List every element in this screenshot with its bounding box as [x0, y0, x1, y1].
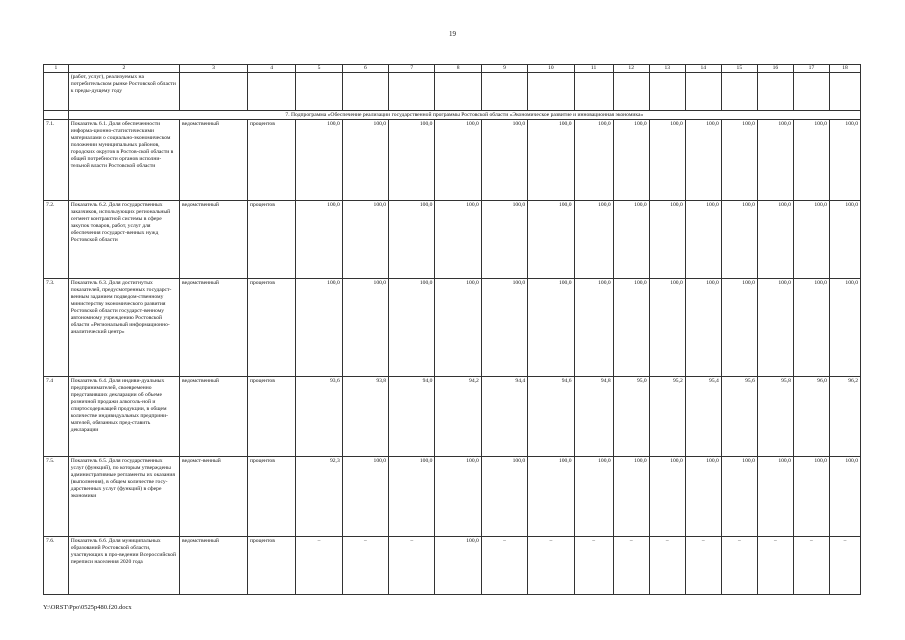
empty-cell [179, 73, 247, 111]
value-cell: 100,0 [757, 201, 793, 279]
value-cell: 100,0 [435, 279, 481, 377]
indicator-name: Показатель 6.2. Доля государственных заказчиков, использующих региональный сегмент контрактной системы в сфере закупок товаров, работ, услуг для обеспечения государст-венных нужд Ростовской области [68, 201, 179, 279]
row-number: 7.5. [44, 457, 69, 537]
value-cell: 93,6 [296, 377, 342, 457]
continuation-row [44, 73, 861, 111]
value-cell: 100,0 [829, 201, 860, 279]
empty-cell [649, 73, 685, 111]
indicator-name: Показатель 6.3. Доля достигнутых показателей, предусмотренных государст-венным заданием подведом-ственному министерству экономического развития Ростовской области государст-венному автономному учреждению Ростовской области «Региональный информационно-аналитический центр» [68, 279, 179, 377]
indicator-unit: процентов [247, 377, 295, 457]
value-cell: 100,0 [793, 457, 829, 537]
value-cell: 100,0 [613, 279, 649, 377]
page-number: 19 [449, 30, 456, 38]
value-cell: – [342, 537, 388, 595]
value-cell: 100,0 [574, 201, 613, 279]
table-row [44, 120, 861, 201]
column-number-cell: 10 [528, 65, 574, 73]
value-cell: 100,0 [342, 120, 388, 201]
value-cell: 100,0 [757, 457, 793, 537]
empty-cell [574, 73, 613, 111]
column-number-cell: 6 [342, 65, 388, 73]
row-number: 7.4 [44, 377, 69, 457]
value-cell: 100,0 [685, 201, 721, 279]
value-cell: 100,0 [793, 120, 829, 201]
table-row [44, 537, 861, 595]
value-cell: 93,8 [342, 377, 388, 457]
value-cell: 100,0 [721, 201, 757, 279]
value-cell: 100,0 [528, 279, 574, 377]
value-cell: 100,0 [721, 120, 757, 201]
value-cell: 100,0 [435, 537, 481, 595]
value-cell: 95,0 [613, 377, 649, 457]
column-number-cell: 2 [68, 65, 179, 73]
value-cell: 100,0 [435, 120, 481, 201]
value-cell: 100,0 [481, 457, 527, 537]
value-cell: – [389, 537, 435, 595]
column-number-cell: 8 [435, 65, 481, 73]
file-path-footer: Y:\ORST\Ppo\0525p480.f20.docx [43, 604, 132, 611]
column-number-cell: 1 [44, 65, 69, 73]
value-cell: 100,0 [685, 279, 721, 377]
column-number-cell: 18 [829, 65, 860, 73]
value-cell: – [613, 537, 649, 595]
value-cell: 100,0 [721, 279, 757, 377]
table-row [44, 457, 861, 537]
value-cell: 100,0 [389, 279, 435, 377]
value-cell: 95,8 [757, 377, 793, 457]
indicator-type: ведомственный [179, 279, 247, 377]
column-number-cell: 14 [685, 65, 721, 73]
value-cell: 100,0 [685, 457, 721, 537]
indicator-name: Показатель 6.4. Доля индиви-дуальных предпринимателей, своевременно представивших декларации об объеме розничной продажи алкоголь-ной и спиртосодержащей продукции, в общем количестве индивидуальных предприни-мателей, обязанных пред-ставить декларации [68, 377, 179, 457]
value-cell: 100,0 [574, 457, 613, 537]
value-cell: 100,0 [435, 201, 481, 279]
value-cell: – [574, 537, 613, 595]
indicator-unit: процентов [247, 457, 295, 537]
row-number: 7.1. [44, 120, 69, 201]
column-number-cell: 16 [757, 65, 793, 73]
row-number: 7.2. [44, 201, 69, 279]
value-cell: 100,0 [389, 201, 435, 279]
value-cell: 100,0 [685, 120, 721, 201]
row-number: 7.3. [44, 279, 69, 377]
value-cell: – [528, 537, 574, 595]
value-cell: 100,0 [574, 279, 613, 377]
empty-cell [481, 73, 527, 111]
empty-cell [296, 73, 342, 111]
indicator-name: Показатель 6.1. Доля обеспеченности информа-ционно-статистическими материалами о социально-экономическом положении муниципальных районов, городских округов в Ростов-ской области в общей потребности органов исполни-тельной власти Ростовской области [68, 120, 179, 201]
empty-cell [757, 73, 793, 111]
empty-cell [342, 73, 388, 111]
value-cell: 100,0 [528, 120, 574, 201]
value-cell: – [296, 537, 342, 595]
value-cell: 95,4 [685, 377, 721, 457]
value-cell: 100,0 [342, 279, 388, 377]
column-number-cell: 7 [389, 65, 435, 73]
value-cell: 100,0 [757, 279, 793, 377]
row-number: 7.6. [44, 537, 69, 595]
indicator-type: ведомственный [179, 537, 247, 595]
subprogram-title: 7. Подпрограмма «Обеспечение реализации государственной программы Ростовской области «Экономическое развитие и инновационная экономика» [68, 111, 860, 120]
value-cell: 100,0 [793, 279, 829, 377]
value-cell: – [721, 537, 757, 595]
indicator-type: ведомственный [179, 201, 247, 279]
value-cell: 94,0 [389, 377, 435, 457]
value-cell: 100,0 [793, 201, 829, 279]
empty-cell [793, 73, 829, 111]
value-cell: – [829, 537, 860, 595]
empty-cell [721, 73, 757, 111]
value-cell: 100,0 [389, 457, 435, 537]
indicator-unit: процентов [247, 201, 295, 279]
value-cell: 96,2 [829, 377, 860, 457]
subprogram-row [44, 111, 861, 120]
column-number-row [44, 65, 861, 73]
indicator-type: ведомственный [179, 377, 247, 457]
value-cell: – [685, 537, 721, 595]
column-number-cell: 12 [613, 65, 649, 73]
value-cell: 100,0 [829, 457, 860, 537]
value-cell: 100,0 [757, 120, 793, 201]
value-cell: 100,0 [574, 120, 613, 201]
value-cell: 100,0 [389, 120, 435, 201]
value-cell: – [793, 537, 829, 595]
value-cell: 100,0 [649, 120, 685, 201]
value-cell: 100,0 [649, 201, 685, 279]
empty-cell [44, 111, 69, 120]
empty-cell [528, 73, 574, 111]
indicator-name: Показатель 6.6. Доля муниципальных образований Ростовской области, участвующих в про-ведении Всероссийской переписи населения 2020 года [68, 537, 179, 595]
value-cell: 100,0 [296, 120, 342, 201]
value-cell: 100,0 [296, 201, 342, 279]
value-cell: 100,0 [481, 279, 527, 377]
value-cell: – [481, 537, 527, 595]
column-number-cell: 9 [481, 65, 527, 73]
value-cell: 96,0 [793, 377, 829, 457]
column-number-cell: 15 [721, 65, 757, 73]
indicator-unit: процентов [247, 120, 295, 201]
value-cell: 100,0 [528, 457, 574, 537]
empty-cell [247, 73, 295, 111]
value-cell: 95,2 [649, 377, 685, 457]
value-cell: 100,0 [649, 457, 685, 537]
value-cell: 100,0 [435, 457, 481, 537]
value-cell: 100,0 [721, 457, 757, 537]
table-row [44, 279, 861, 377]
column-number-cell: 17 [793, 65, 829, 73]
table-row [44, 377, 861, 457]
value-cell: 100,0 [829, 120, 860, 201]
value-cell: 100,0 [649, 279, 685, 377]
column-number-cell: 4 [247, 65, 295, 73]
value-cell: – [649, 537, 685, 595]
value-cell: 100,0 [613, 457, 649, 537]
value-cell: 100,0 [481, 120, 527, 201]
value-cell: 94,6 [528, 377, 574, 457]
column-number-cell: 13 [649, 65, 685, 73]
value-cell: 100,0 [481, 201, 527, 279]
value-cell: 100,0 [342, 457, 388, 537]
value-cell: 94,2 [435, 377, 481, 457]
table-row [44, 201, 861, 279]
indicator-unit: процентов [247, 279, 295, 377]
value-cell: 100,0 [613, 201, 649, 279]
indicator-type: ведомст-венный [179, 457, 247, 537]
value-cell: 100,0 [296, 279, 342, 377]
indicators-table [43, 64, 861, 595]
value-cell: – [757, 537, 793, 595]
continuation-num-cell [44, 73, 69, 111]
empty-cell [829, 73, 860, 111]
continuation-text: (работ, услуг), реализуемых на потребительском рынке Ростовской области к преды-дущему году [68, 73, 179, 111]
value-cell: 100,0 [528, 201, 574, 279]
value-cell: 100,0 [829, 279, 860, 377]
column-number-cell: 5 [296, 65, 342, 73]
column-number-cell: 3 [179, 65, 247, 73]
indicator-name: Показатель 6.5. Доля государственных услуг (функций), по которым утверждены административные регламенты их оказания (выполнения), в общем количестве госу-дарственных услуг (функций) в сфере экономики [68, 457, 179, 537]
empty-cell [685, 73, 721, 111]
value-cell: 100,0 [613, 120, 649, 201]
indicator-type: ведомственный [179, 120, 247, 201]
value-cell: 95,6 [721, 377, 757, 457]
value-cell: 94,8 [574, 377, 613, 457]
value-cell: 100,0 [342, 201, 388, 279]
indicator-unit: процентов [247, 537, 295, 595]
empty-cell [389, 73, 435, 111]
column-number-cell: 11 [574, 65, 613, 73]
empty-cell [613, 73, 649, 111]
empty-cell [435, 73, 481, 111]
value-cell: 92,3 [296, 457, 342, 537]
value-cell: 94,4 [481, 377, 527, 457]
